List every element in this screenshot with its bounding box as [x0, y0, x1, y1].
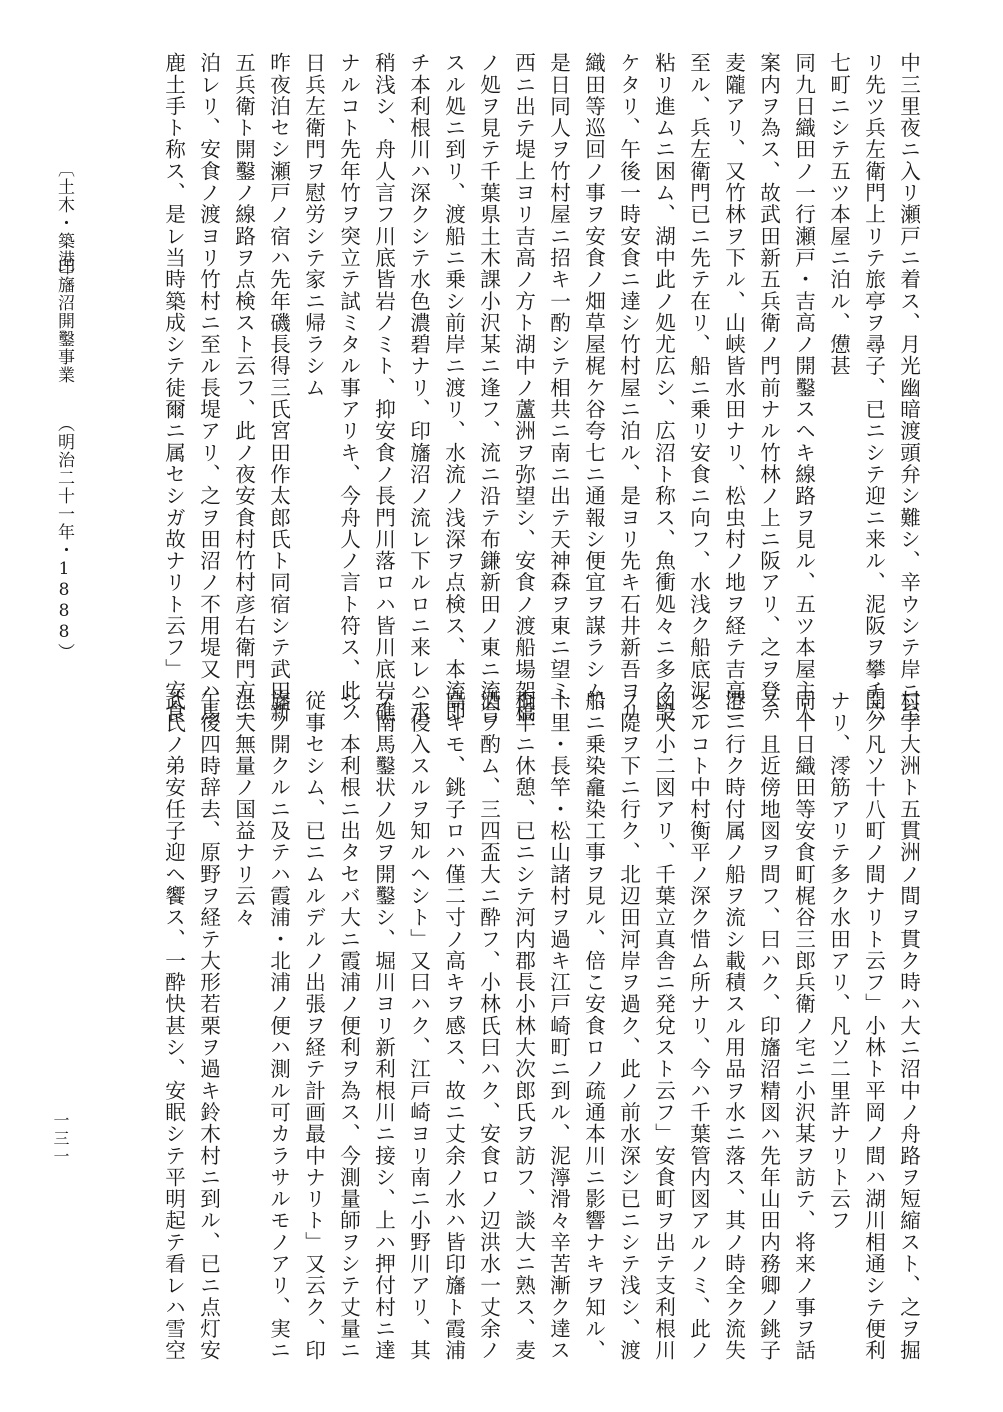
upper-text-column-12: 西ニ出テ堤上ヨリ吉高ノ方ト湖中ノ蘆洲ヲ弥望シ、安食ノ渡船場架橋 [511, 52, 536, 724]
lower-text-column-8: 図大小二図アリ、千葉立真舎ニ発兌スト云フ」安食町ヲ出テ支利根川 [651, 690, 676, 1362]
lower-text-column-17: シ、本利根ニ出タセバ大ニ霞浦ノ便利ヲ為ス、今測量師ヲシテ丈量ニ [336, 690, 361, 1362]
upper-text-column-22: 鹿土手ト称ス、是レ当時築成シテ徒爾ニ属セシガ故ナリト云フ」安食 [161, 52, 186, 724]
upper-text-column-3: 七町ニシテ五ツ本屋ニ泊ル、憊甚 [826, 52, 851, 377]
upper-text-column-1: 中三里夜ニ入リ瀬戸ニ着ス、月光幽暗渡頭弁シ難シ、辛ウシテ岸ニ至 [896, 52, 921, 724]
upper-text-column-8: 粘リ進ムニ困ム、湖中此ノ処尤広シ、広沼ト称ス、魚衝処々ニ多ク設 [651, 52, 676, 724]
lower-text-column-21: 午後四時辞去、原野ヲ経テ大形若栗ヲ過キ鈴木村ニ到ル、已ニ点灯安 [196, 690, 221, 1362]
lower-text-column-18: 従事セシム、已ニムルデルノ出張ヲ経テ計画最中ナリト」又云ク、印 [301, 690, 326, 1362]
upper-text-column-7: 至ル、兵左衛門已ニ先テ在リ、船ニ乗リ安食ニ向フ、水浅ク船底泥ニ [686, 52, 711, 724]
lower-text-column-13: 酒ヲ酌ム、三四盃大ニ酔フ、小林氏曰ハク、安食ロノ辺洪水一丈余ノ [476, 690, 501, 1362]
upper-text-column-17: ナルコト先年竹ヲ突立テ試ミタル事アリキ、今舟人ノ言ト符ス、此ノ [336, 52, 361, 724]
lower-text-column-6: 港ニ行ク時付属ノ船ヲ流シ載積スル用品ヲ水ニ落ス、其ノ時全ク流失 [721, 690, 746, 1362]
upper-text-column-5: 案内ヲ為ス、故武田新五兵衛ノ門前ナル竹林ノ上ニ阪アリ、之ヲ登テ [756, 52, 781, 724]
upper-text-column-10: 織田等巡回ノ事ヲ安食ノ畑草屋梶ケ谷夸七ニ通報シ便宜ヲ謀ラシム、 [581, 52, 606, 724]
lower-text-column-11: 十里・長竿・松山諸村ヲ過キ江戸崎町ニ到ル、泥濘滑々辛苦漸ク達ス [546, 690, 571, 1362]
upper-text-column-16: 稍浅シ、舟人言フ川底皆岩ノミト、抑安食ノ長門川落ロハ皆川底岩礁 [371, 52, 396, 724]
upper-text-column-20: 五兵衛ト開鑿ノ線路ヲ点検スト云フ、此ノ夜安食村竹村彦右衛門方ニ [231, 52, 256, 724]
upper-text-column-4: 同九日織田ノ一行瀬戸・吉高ノ開鑿スヘキ線路ヲ見ル、五ツ本屋主人 [791, 52, 816, 724]
page-number: 一三一 [51, 1112, 70, 1166]
lower-text-column-10: 船ニ乗染龕染工事ヲ見ル、倍こ安食ロノ疏通本川ニ影響ナキヲ知ル、 [581, 690, 606, 1362]
lower-text-column-5: ス、且近傍地図ヲ問フ、曰ハク、印旛沼精図ハ先年山田内務卿ノ銚子 [756, 690, 781, 1362]
side-label-title: 印旛沼開鑿事業 [54, 258, 74, 384]
upper-text-column-9: ケタリ、午後一時安食ニ達シ竹村屋ニ泊ル、是ヨリ先キ石井新吾ヨリ [616, 52, 641, 724]
upper-text-column-15: チ本利根川ハ深クシテ水色濃碧ナリ、印旛沼ノ流レ下ルロニ来レハ水 [406, 52, 431, 724]
upper-text-column-14: スル処ニ到リ、渡船ニ乗シ前岸ニ渡リ、水流ノ浅深ヲ点検ス、本流即 [441, 52, 466, 724]
lower-text-column-16: ノ南馬鑿状ノ処ヲ開鑿シ、堀川ヨリ新利根川ニ接シ、上ハ押付村ニ達 [371, 690, 396, 1362]
lower-text-column-1: 村字大洲ト五貫洲ノ間ヲ貫ク時ハ大ニ沼中ノ舟路ヲ短縮スト、之ヲ掘 [896, 690, 921, 1362]
upper-text-column-21: 泊レリ、安食ノ渡ヨリ竹村ニ至ル長堤アリ、之ヲ田沼ノ不用堤又ハ馬 [196, 52, 221, 724]
lower-text-column-15: ニ侵入スルヲ知ルヘシト」又曰ハク、江戸崎ヨリ南ニ小野川アリ、其 [406, 690, 431, 1362]
lower-text-column-2: 開ク凡ソ十八町ノ間ナリト云フ」小林ト平岡ノ間ハ湖川相通シテ便利 [861, 690, 886, 1362]
lower-text-column-22: 武氏ノ弟安任子迎ヘ饗ス、一酔快甚シ、安眠シテ平明起テ看レハ雪空 [161, 690, 186, 1362]
side-label-year: （明治二十一年・1888） [54, 415, 74, 661]
upper-text-column-6: 麦隴アリ、又竹林ヲ下ル、山峡皆水田ナリ、松虫村ノ地ヲ経テ吉高ニ [721, 52, 746, 724]
section-divider [30, 672, 970, 673]
upper-text-column-18: 日兵左衛門ヲ慰労シテ家ニ帰ラシム [301, 52, 326, 399]
lower-text-column-19: 旛ノ開クルニ及テハ霞浦・北浦ノ便ハ測ル可カラサルモノアリ、実ニ [266, 690, 291, 1362]
lower-text-column-9: ノ隄ヲ下ニ行ク、北辺田河岸ヲ過ク、此ノ前水深シ已ニシテ浅シ、渡 [616, 690, 641, 1362]
lower-text-column-12: 桐半ニ休憩、已ニシテ河内郡長小林大次郎氏ヲ訪フ、談大ニ熟ス、麦 [511, 690, 536, 1362]
upper-text-column-2: リ先ツ兵左衛門上リテ旅亭ヲ尋子、已ニシテ迎ニ来ル、泥阪ヲ攀チ六 [861, 52, 886, 724]
side-label-category: 〔土木・築港〕 [54, 160, 74, 286]
lower-text-column-3: ナリ、澪筋アリテ多ク水田アリ、凡ソ二里許ナリト云フ [826, 690, 851, 1232]
lower-text-column-14: 高キモ、銚子ロハ僅二寸ノ高キヲ感ス、故ニ丈余ノ水ハ皆印旛ト霞浦 [441, 690, 466, 1362]
lower-text-column-20: 洪大無量ノ国益ナリ云々 [231, 690, 256, 929]
upper-text-column-11: 是日同人ヲ竹村屋ニ招キ一酌シテ相共ニ南ニ出テ天神森ヲ東ニ望ミ、 [546, 52, 571, 724]
upper-text-column-13: ノ処ヲ見テ千葉県土木課小沢某ニ逢フ、流ニ沿テ布鎌新田ノ東ニ流合 [476, 52, 501, 724]
lower-text-column-4: 同十日織田等安食町梶谷三郎兵衛ノ宅ニ小沢某ヲ訪テ、将来ノ事ヲ話 [791, 690, 816, 1362]
upper-text-column-19: 昨夜泊セシ瀬戸ノ宿ハ先年磯長得三氏宮田作太郎氏ト同宿シテ武田新 [266, 52, 291, 724]
lower-text-column-7: スルコト中村衡平ノ深ク惜ム所ナリ、今ハ千葉管内図アルノミ、此ノ [686, 690, 711, 1362]
